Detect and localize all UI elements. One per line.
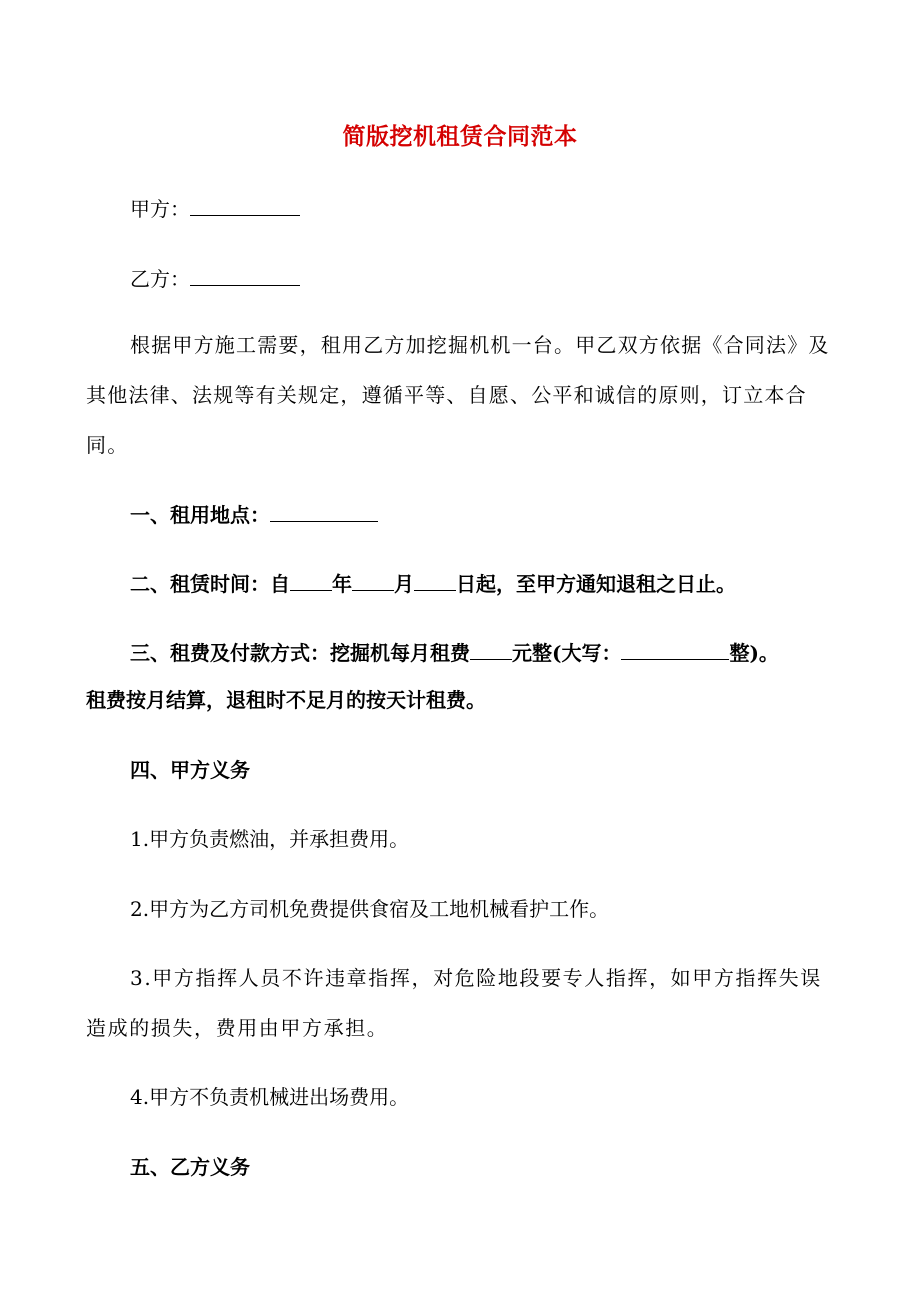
section3-suffix: 整)。: [729, 641, 779, 665]
section2-prefix: 二、租赁时间：自: [130, 572, 290, 596]
start-day-blank[interactable]: [414, 572, 456, 591]
section1-line: [86, 503, 830, 525]
section4-item-3: 3.甲方指挥人员不许违章指挥，对危险地段要专人指挥，如甲方指挥失误造成的损失，费用由甲方承担。: [86, 966, 822, 1040]
party-b-label: 乙方：: [130, 267, 190, 291]
month-label: 月: [394, 572, 414, 596]
intro-paragraph: 根据甲方施工需要，租用乙方加挖掘机机一台。甲乙双方依据《合同法》及其他法律、法规等有关规定，遵循平等、自愿、公平和诚信的原则，订立本合同。: [86, 333, 830, 457]
party-b-blank[interactable]: [190, 267, 300, 286]
section3-prefix: 三、租费及付款方式：挖掘机每月租费: [130, 641, 470, 665]
section1-heading: 一、租用地点：: [130, 503, 270, 527]
section2-line: [86, 572, 830, 594]
monthly-fee-blank[interactable]: [470, 641, 512, 660]
section5-heading: 五、乙方义务: [130, 1155, 250, 1179]
party-a-blank[interactable]: [190, 197, 300, 216]
year-label: 年: [332, 572, 352, 596]
fee-in-words-blank[interactable]: [621, 641, 729, 660]
party-a-label: 甲方：: [130, 197, 190, 221]
rental-location-blank[interactable]: [270, 503, 378, 522]
document-title: 简版挖机租赁合同范本: [342, 123, 578, 150]
section4-heading: 四、甲方义务: [130, 758, 250, 782]
section3-middle: 元整(大写：: [512, 641, 622, 665]
section4-item-1: 1.甲方负责燃油，并承担费用。: [130, 827, 410, 851]
party-a-line: [86, 197, 830, 219]
section4-item-2: 2.甲方为乙方司机免费提供食宿及工地机械看护工作。: [130, 897, 610, 921]
section2-suffix: 日起，至甲方通知退租之日止。: [456, 572, 736, 596]
section3-second-line: 租费按月结算，退租时不足月的按天计租费。: [86, 688, 486, 712]
party-b-line: [86, 267, 830, 289]
section4-item-4: 4.甲方不负责机械进出场费用。: [130, 1085, 410, 1109]
start-month-blank[interactable]: [352, 572, 394, 591]
start-year-blank[interactable]: [290, 572, 332, 591]
section3-line: [86, 641, 830, 663]
